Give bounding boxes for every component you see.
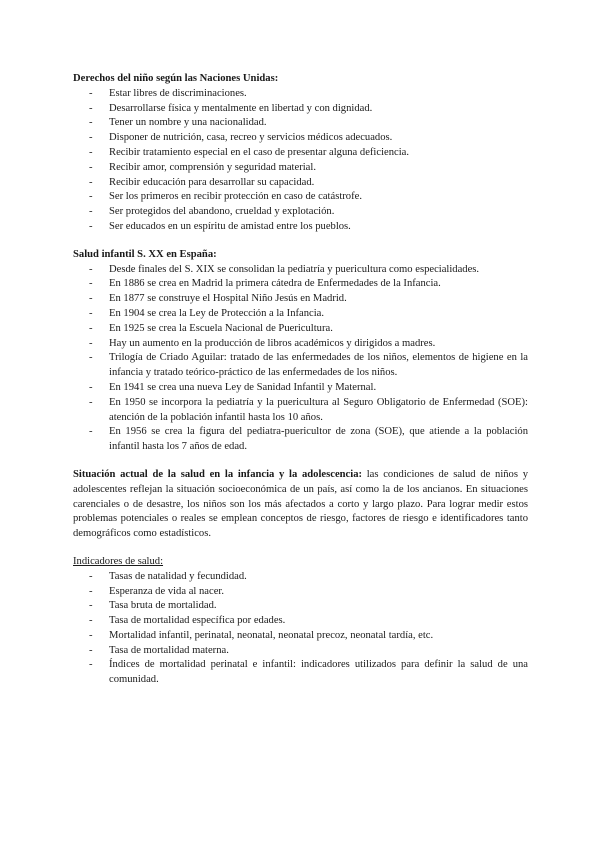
- list-item-text: En 1925 se crea la Escuela Nacional de Puericultura.: [109, 322, 333, 334]
- dash-bullet: -: [89, 161, 93, 173]
- dash-bullet: -: [89, 102, 93, 114]
- dash-bullet: -: [89, 644, 93, 656]
- indicators-list: [73, 570, 528, 688]
- list-item: [73, 277, 528, 292]
- list-item: [73, 220, 528, 235]
- dash-bullet: -: [89, 381, 93, 393]
- dash-bullet: -: [89, 132, 93, 144]
- list-item-text: Trilogía de Criado Aguilar: tratado de las enfermedades de los niños, elementos de higiene en la infancia y tratado teórico-práctico de las enfermedades de los niños.: [109, 352, 528, 379]
- current-paragraph: [73, 468, 528, 542]
- list-item: [73, 614, 528, 629]
- list-item: [73, 292, 528, 307]
- list-item-text: Mortalidad infantil, perinatal, neonatal, neonatal precoz, neonatal tardía, etc.: [109, 629, 434, 641]
- current-heading: Situación actual de la salud en la infancia y la adolescencia:: [73, 468, 363, 480]
- list-item-text: Ser los primeros en recibir protección en caso de catástrofe.: [109, 191, 362, 203]
- list-item-text: Ser protegidos del abandono, crueldad y explotación.: [109, 206, 335, 218]
- list-item: [73, 629, 528, 644]
- rights-list: [73, 87, 528, 235]
- list-item: [73, 161, 528, 176]
- list-item-text: En 1950 se incorpora la pediatría y la puericultura al Seguro Obligatorio de Enfermedad (SOE): atención de la población infantil hasta los 10 años.: [109, 396, 528, 423]
- dash-bullet: -: [89, 307, 93, 319]
- list-item-text: Recibir educación para desarrollar su capacidad.: [109, 176, 315, 188]
- list-item: [73, 599, 528, 614]
- dash-bullet: -: [89, 426, 93, 438]
- dash-bullet: -: [89, 352, 93, 364]
- dash-bullet: -: [89, 263, 93, 275]
- list-item-text: Recibir amor, comprensión y seguridad material.: [109, 161, 316, 173]
- document-page: [73, 72, 528, 688]
- list-item: [73, 396, 528, 426]
- list-item: [73, 116, 528, 131]
- list-item-text: Tasas de natalidad y fecundidad.: [109, 570, 247, 582]
- list-item-text: Ser educados en un espíritu de amistad entre los pueblos.: [109, 220, 351, 232]
- list-item-text: Tener un nombre y una nacionalidad.: [109, 117, 267, 129]
- list-item-text: En 1904 se crea la Ley de Protección a la Infancia.: [109, 307, 325, 319]
- list-item: [73, 146, 528, 161]
- list-item-text: Esperanza de vida al nacer.: [109, 585, 224, 597]
- list-item: [73, 205, 528, 220]
- list-item: [73, 658, 528, 688]
- list-item: [73, 190, 528, 205]
- list-item-text: Índices de mortalidad perinatal e infantil: indicadores utilizados para definir la salud de una comunidad.: [109, 659, 528, 686]
- dash-bullet: -: [89, 396, 93, 408]
- list-item: [73, 570, 528, 585]
- dash-bullet: -: [89, 659, 93, 671]
- list-item-text: Tasa de mortalidad materna.: [109, 644, 229, 656]
- current-section: [73, 468, 528, 542]
- list-item: [73, 351, 528, 381]
- list-item: [73, 644, 528, 659]
- list-item: [73, 585, 528, 600]
- list-item-text: Tasa bruta de mortalidad.: [109, 600, 217, 612]
- list-item-text: En 1941 se crea una nueva Ley de Sanidad Infantil y Maternal.: [109, 381, 377, 393]
- current-body: las condiciones de salud de niños y adolescentes reflejan la situación socioeconómica de un país, así como la de los ancianos. En situaciones carenciales o de desastre, los niños son los más afectados a corto y largo plazo. Para lograr medir estos problemas potenciales o reales se emplean conceptos de riesgo, factores de riesgo e identificadores tanto demográficos como estadísticos.: [73, 468, 528, 540]
- list-item-text: Desde finales del S. XIX se consolidan la pediatría y puericultura como especialidades.: [109, 263, 480, 275]
- list-item: [73, 337, 528, 352]
- list-item: [73, 102, 528, 117]
- dash-bullet: -: [89, 337, 93, 349]
- history-section: [73, 248, 528, 455]
- history-heading: Salud infantil S. XX en España:: [73, 248, 217, 260]
- dash-bullet: -: [89, 146, 93, 158]
- list-item: [73, 381, 528, 396]
- list-item-text: Desarrollarse física y mentalmente en libertad y con dignidad.: [109, 102, 373, 114]
- list-item: [73, 425, 528, 455]
- list-item-text: En 1886 se crea en Madrid la primera cátedra de Enfermedades de la Infancia.: [109, 278, 441, 290]
- dash-bullet: -: [89, 322, 93, 334]
- dash-bullet: -: [89, 191, 93, 203]
- dash-bullet: -: [89, 585, 93, 597]
- list-item: [73, 263, 528, 278]
- list-item-text: Recibir tratamiento especial en el caso de presentar alguna deficiencia.: [109, 146, 410, 158]
- rights-heading: Derechos del niño según las Naciones Unidas:: [73, 73, 279, 84]
- rights-section: [73, 72, 528, 235]
- history-list: [73, 263, 528, 455]
- list-item-text: En 1956 se crea la figura del pediatra-puericultor de zona (SOE), que atiende a la población infantil hasta los 7 años de edad.: [109, 426, 528, 453]
- dash-bullet: -: [89, 117, 93, 129]
- indicators-section: [73, 555, 528, 688]
- list-item-text: En 1877 se construye el Hospital Niño Jesús en Madrid.: [109, 293, 347, 305]
- dash-bullet: -: [89, 278, 93, 290]
- list-item-text: Disponer de nutrición, casa, recreo y servicios médicos adecuados.: [109, 132, 393, 144]
- list-item-text: Hay un aumento en la producción de libros académicos y dirigidos a madres.: [109, 337, 436, 349]
- list-item-text: Tasa de mortalidad específica por edades.: [109, 615, 286, 627]
- list-item: [73, 307, 528, 322]
- list-item: [73, 87, 528, 102]
- list-item-text: Estar libres de discriminaciones.: [109, 87, 247, 99]
- dash-bullet: -: [89, 570, 93, 582]
- dash-bullet: -: [89, 615, 93, 627]
- list-item: [73, 131, 528, 146]
- dash-bullet: -: [89, 220, 93, 232]
- indicators-heading: Indicadores de salud:: [73, 555, 164, 567]
- list-item: [73, 176, 528, 191]
- dash-bullet: -: [89, 293, 93, 305]
- dash-bullet: -: [89, 206, 93, 218]
- list-item: [73, 322, 528, 337]
- dash-bullet: -: [89, 629, 93, 641]
- dash-bullet: -: [89, 87, 93, 99]
- dash-bullet: -: [89, 600, 93, 612]
- dash-bullet: -: [89, 176, 93, 188]
